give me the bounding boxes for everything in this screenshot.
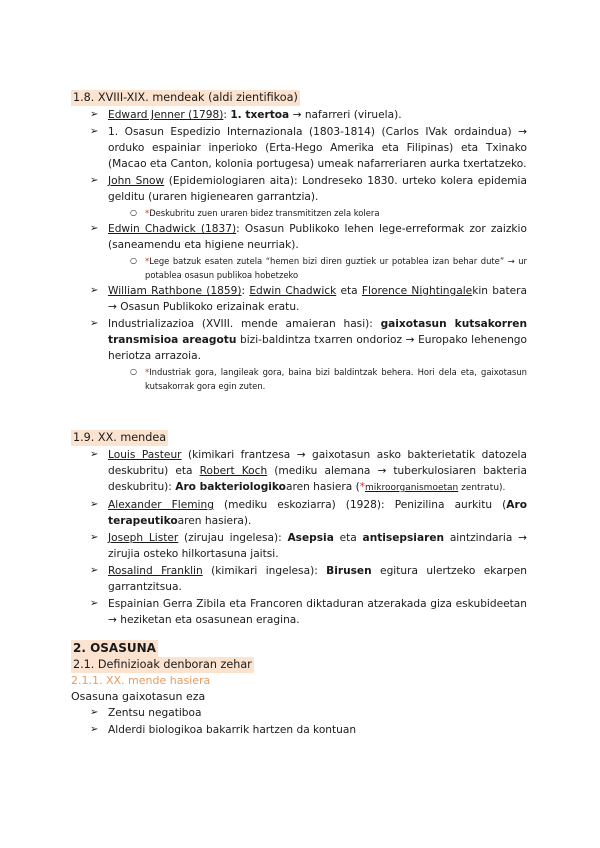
bold-term: Aro terapeutiko (108, 499, 527, 527)
text: : Osasun Publikoko lehen lege-erreformak zor zaizkio (saneamendu eta higiene neurriak). (108, 223, 527, 251)
list-item (71, 596, 527, 628)
list-item (71, 173, 527, 220)
text: eta (333, 532, 363, 544)
arrow-bullet-icon: ➢ (90, 175, 99, 186)
list-item (71, 705, 527, 721)
text: 1. Osasun Espedizio Internazionala (1803-1814) (Carlos IVak ordaindua) → orduko espainiar inperioko (Erta-Hego Amerika eta Filipinas) eta Txinako (Macao eta Canton, kolonia portugesa) umeak nafarreriaren aurka txertatzeko. (108, 126, 527, 170)
section-heading-2-1-1: 2.1.1. XX. mende hasiera (71, 674, 211, 687)
person-link: Louis Pasteur (108, 449, 182, 461)
arrow-bullet-icon: ➢ (90, 318, 99, 329)
person-link: Alexander Fleming (108, 499, 214, 511)
text: (Epidemiologiaren aita): Londreseko 1830. urteko kolera epidemia gelditu (uraren higienearen garrantzia). (108, 175, 527, 203)
person-link: John Snow (108, 175, 165, 187)
person-link: Florence Nightingale (361, 285, 473, 297)
person-link: Edward Jenner (1798) (108, 109, 224, 121)
note-text: Industriak gora, langileak gora, baina bizi baldintzak behera. Hori dela eta, gaixotasun kutsakorrak gora egin zuten. (145, 367, 527, 391)
arrow-bullet-icon: ➢ (90, 598, 99, 609)
circle-bullet-icon: ○ (130, 256, 137, 265)
arrow-bullet-icon: ➢ (90, 724, 99, 735)
list-item (71, 283, 527, 315)
list-item (71, 447, 527, 496)
underlined-term: mikroorganismoetan (365, 483, 459, 493)
text: : (223, 109, 231, 121)
sub-list-item (108, 254, 527, 282)
bold-term: antisepsiaren (362, 532, 445, 544)
arrow-bullet-icon: ➢ (90, 707, 99, 718)
person-link: Robert Koch (199, 465, 268, 477)
text: (mediku alemana → tuberkulosiaren bakteria deskubritu): (108, 465, 527, 493)
circle-bullet-icon: ○ (130, 208, 137, 217)
person-link: William Rathbone (1859) (108, 285, 242, 297)
section-heading-2-1: 2.1. Definizioak denboran zehar (73, 658, 252, 671)
text: Industrializazioa (XVIII. mende amaieran hasi): (108, 318, 381, 330)
list-item (71, 563, 527, 595)
text: eta (336, 285, 362, 297)
text: aintzindaria → zirujia osteko hilkortasuna jaitsi. (108, 532, 527, 560)
section-1-9 (71, 430, 527, 629)
section-heading-1-9: 1.9. XX. mendea (73, 431, 167, 444)
person-link: Rosalind Franklin (108, 565, 203, 577)
text: (kimikari ingelesa): (202, 565, 327, 577)
intro-text: Osasuna gaixotasun eza (71, 690, 206, 703)
text: → nafarreri (viruela). (289, 109, 402, 121)
list-item (71, 221, 527, 282)
arrow-bullet-icon: ➢ (90, 499, 99, 510)
text: (zirujau ingelesa): (178, 532, 288, 544)
section-2 (71, 640, 527, 739)
bold-term: Birusen (326, 565, 372, 577)
list-item (71, 530, 527, 562)
text: Zentsu negatiboa (108, 707, 202, 719)
note-text: Lege batzuk esaten zutela “hemen bizi diren guztiek ur potablea izan behar dute” → ur potablea osasun publikoa hobetzeko (145, 256, 527, 280)
bold-term: Asepsia (287, 532, 334, 544)
person-link: Joseph Lister (108, 532, 179, 544)
red-asterisk: * (359, 481, 366, 493)
bold-term: Aro bakteriologiko (175, 481, 286, 493)
bold-term: 1. txertoa (230, 109, 290, 121)
text: aren hasiera ( (285, 481, 360, 493)
text: aren hasiera). (177, 515, 252, 527)
note-text: Deskubritu zuen uraren bidez transmititzen zela kolera (149, 208, 380, 218)
sub-list-item (108, 365, 527, 393)
arrow-bullet-icon: ➢ (90, 109, 99, 120)
arrow-bullet-icon: ➢ (90, 565, 99, 576)
bold-term: gaixotasun kutsakorren transmisioa areagotu (108, 318, 527, 346)
section-heading-1-8: 1.8. XVIII-XIX. mendeak (aldi zientifikoa) (73, 91, 298, 104)
text: (kimikari frantzesa → gaixotasun asko bakterietatik datozela deskubritu) eta (108, 449, 527, 477)
list-item (71, 722, 527, 738)
text: zentratu). (458, 483, 506, 493)
list-item (71, 124, 527, 172)
arrow-bullet-icon: ➢ (90, 126, 99, 137)
text: (mediku eskoziarra) (1928): Penizilina aurkitu ( (213, 499, 507, 511)
arrow-bullet-icon: ➢ (90, 532, 99, 543)
arrow-bullet-icon: ➢ (90, 223, 99, 234)
list-item (71, 107, 527, 123)
sub-list-item (108, 206, 527, 220)
red-asterisk: * (145, 208, 150, 218)
text: bizi-baldintza txarren ondorioz → Europako lehenengo heriotza arrazoia. (108, 334, 527, 362)
list-item (71, 497, 527, 529)
text: egitura ulertzeko ekarpen garrantzitsua. (108, 565, 527, 593)
person-link: Edwin Chadwick (1837) (108, 223, 237, 235)
text: : (241, 285, 250, 297)
person-link: Edwin Chadwick (249, 285, 337, 297)
red-asterisk: * (145, 256, 150, 266)
arrow-bullet-icon: ➢ (90, 285, 99, 296)
red-asterisk: * (145, 367, 150, 377)
text: Espainian Gerra Zibila eta Francoren diktaduran atzerakada giza eskubideetan → heziketan eta osasunean eragina. (108, 598, 527, 626)
circle-bullet-icon: ○ (130, 367, 137, 376)
arrow-bullet-icon: ➢ (90, 449, 99, 460)
section-1-8 (71, 90, 527, 394)
text: Alderdi biologikoa bakarrik hartzen da kontuan (108, 724, 357, 736)
text: kin batera → Osasun Publikoko erizainak eratu. (108, 285, 527, 313)
list-item (71, 316, 527, 393)
section-heading-2: 2. OSASUNA (73, 641, 156, 655)
